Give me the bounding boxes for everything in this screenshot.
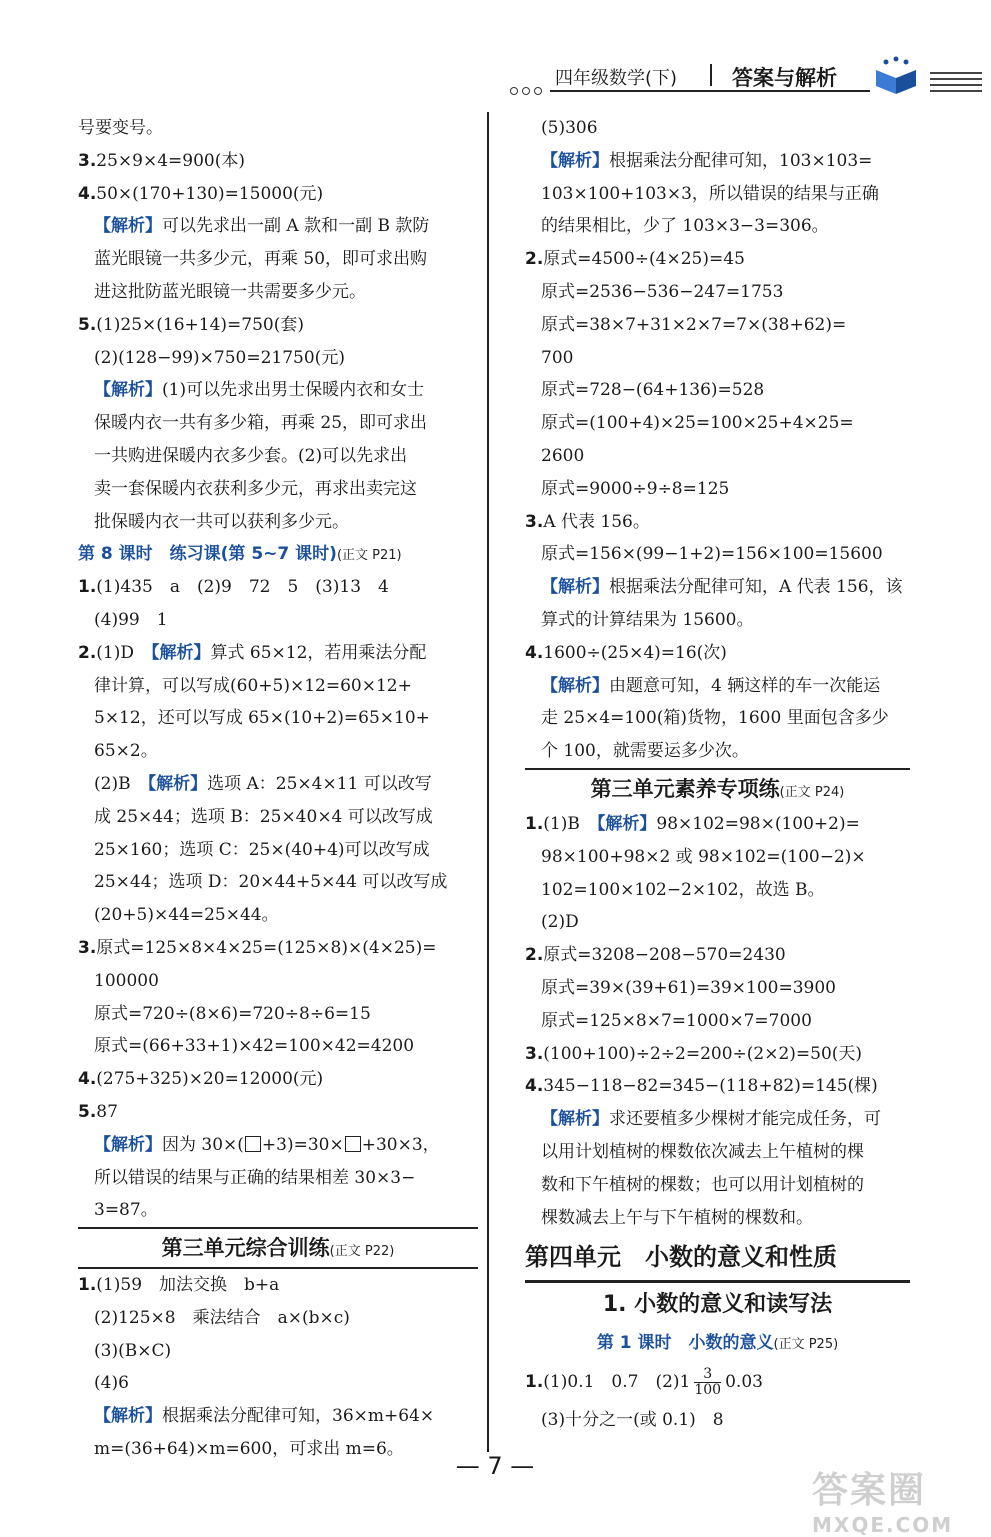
text-line: 原式=2536−536−247=1753 (541, 281, 784, 302)
text-line: 25×160；选项 C：25×(40+4)可以改写成 (94, 839, 430, 860)
blank-box-icon (245, 1136, 261, 1152)
analysis: 【解析】根据乘法分配律可知，103×103= (541, 150, 873, 171)
text-line: 98×100+98×2 或 98×102=(100−2)× (541, 846, 866, 867)
header-title: 答案与解析 (732, 66, 837, 90)
blank-box-icon (345, 1136, 361, 1152)
text-line: 原式=39×(39+61)=39×100=3900 (541, 977, 836, 998)
answer-4: 4.(275+325)×20=12000(元) (78, 1069, 324, 1090)
text-line: (2)D (541, 912, 579, 933)
answer-1: 1.(1)0.1 0.7 (2)1 $\frac{3}{100}$ 0.03 (525, 1366, 763, 1399)
text-line: (2)125×8 乘法结合 a×(b×c) (94, 1307, 350, 1328)
answer-5: 5.(1)25×(16+14)=750(套) (78, 314, 304, 335)
text-line: 个 100，就需要运多少次。 (541, 741, 749, 762)
analysis: 【解析】根据乘法分配律可知，A 代表 156，该 (541, 577, 903, 598)
page-number: — 7 — (455, 1452, 535, 1480)
text-line: 2600 (541, 445, 585, 466)
text-line: (4)6 (94, 1373, 129, 1394)
header-underline (550, 90, 870, 92)
text-line: (4)99 1 (94, 609, 168, 630)
text-line: 103×100+103×3，所以错误的结果与正确 (541, 183, 879, 204)
analysis: 【解析】(1)可以先求出男士保暖内衣和女士 (94, 380, 425, 401)
text-line: 原式=728−(64+136)=528 (541, 380, 765, 401)
text-line: 原式=156×(99−1+2)=156×100=15600 (541, 544, 883, 565)
right-column (525, 112, 910, 1437)
answer-2-2: (2)B 【解析】选项 A：25×4×11 可以改写 (94, 773, 432, 794)
text-line: 5×12，还可以写成 65×(10+2)=65×10+ (94, 708, 430, 729)
unit-heading: 第四单元 小数的意义和性质 (525, 1234, 910, 1283)
text-line: 原式=(66+33+1)×42=100×42=4200 (94, 1036, 415, 1057)
answer-4: 4.1600÷(25×4)=16(次) (525, 642, 727, 663)
header-grade: 四年级数学(下) (555, 68, 678, 89)
text-line: 卖一套保暖内衣获利多少元，再求出卖完这 (94, 478, 417, 499)
text-line: 进这批防蓝光眼镜一共需要多少元。 (94, 281, 366, 302)
text-line: 的结果相比，少了 103×3−3=306。 (541, 216, 829, 237)
answer-2: 2.原式=4500÷(4×25)=45 (525, 249, 745, 270)
text-line: 所以错误的结果与正确的结果相差 30×3− (94, 1167, 416, 1188)
text-line: 律计算，可以写成(60+5)×12=60×12+ (94, 675, 412, 696)
answer-1: 1.(1)B 【解析】98×102=98×(100+2)= (525, 813, 860, 834)
answer-5: 5.87 (78, 1101, 118, 1122)
text-line: (3)(B×C) (94, 1340, 172, 1361)
answer-4: 4.50×(170+130)=15000(元) (78, 183, 324, 204)
fraction: $\frac{3}{100}$ (694, 1366, 722, 1399)
text-line: (2)(128−99)×750=21750(元) (94, 347, 345, 368)
answer-3: 3.(100+100)÷2÷2=200÷(2×2)=50(天) (525, 1043, 863, 1064)
watermark-url: MXQE.COM (812, 1513, 954, 1537)
subsection-heading: 1. 小数的意义和读写法 (602, 1292, 833, 1318)
answer-2: 2.原式=3208−208−570=2430 (525, 945, 786, 966)
text-line: 原式=(100+4)×25=100×25+4×25= (541, 413, 854, 434)
text-line: 数和下午植树的棵数；也可以用计划植树的 (541, 1174, 864, 1195)
text-line: 65×2。 (94, 741, 158, 762)
text-line: 700 (541, 347, 574, 368)
book-logo-icon (868, 56, 928, 96)
text-line: 号要变号。 (78, 118, 163, 138)
lesson-heading: 第 1 课时 小数的意义(正文 P25) (596, 1333, 839, 1354)
left-column (78, 112, 478, 1466)
text-line: 保暖内衣一共有多少箱，再乘 25，即可求出 (94, 413, 428, 434)
text-line: (5)306 (541, 118, 598, 138)
watermark (812, 1462, 982, 1537)
section-heading: 第三单元综合训练(正文 P22) (78, 1227, 478, 1269)
answer-1: 1.(1)59 加法交换 b+a (78, 1275, 280, 1296)
section-heading: 第三单元素养专项练(正文 P24) (525, 768, 910, 808)
analysis: 【解析】因为 30×( +3)=30× +30×3， (94, 1134, 440, 1155)
text-line: m=(36+64)×m=600，可求出 m=6。 (94, 1439, 404, 1460)
header-separator (710, 64, 712, 86)
text-line: 成 25×44；选项 B：25×40×4 可以改写成 (94, 806, 433, 827)
text-line: 一共购进保暖内衣多少套。(2)可以先求出 (94, 445, 408, 466)
answer-4: 4.345−118−82=345−(118+82)=145(棵) (525, 1076, 878, 1097)
text-line: 原式=9000÷9÷8=125 (541, 478, 730, 499)
answer-1: 1.(1)435 a (2)9 72 5 (3)13 4 (78, 577, 389, 598)
text-line: 批保暖内衣一共可以获利多少元。 (94, 511, 349, 532)
watermark-logo-text: 答案圈 (812, 1470, 927, 1511)
answer-2: 2.(1)D 【解析】算式 65×12，若用乘法分配 (78, 642, 427, 663)
page-header (510, 62, 980, 102)
text-line: 原式=125×8×7=1000×7=7000 (541, 1010, 812, 1031)
text-line: 以用计划植树的棵数依次减去上午植树的棵 (541, 1141, 864, 1162)
text-line: 102=100×102−2×102，故选 B。 (541, 879, 825, 900)
answer-3: 3.原式=125×8×4×25=(125×8)×(4×25)= (78, 937, 437, 958)
analysis: 【解析】可以先求出一副 A 款和一副 B 款防 (94, 216, 430, 237)
text-line: 算式的计算结果为 15600。 (541, 609, 754, 630)
text-line: 蓝光眼镜一共多少元，再乘 50，即可求出购 (94, 249, 428, 270)
text-line: (20+5)×44=25×44。 (94, 905, 279, 926)
analysis: 【解析】求还要植多少棵树才能完成任务，可 (541, 1109, 881, 1130)
answer-3: 3.25×9×4=900(本) (78, 150, 246, 171)
text-line: (3)十分之一(或 0.1) 8 (541, 1410, 724, 1431)
text-line: 3=87。 (94, 1200, 158, 1221)
text-line: 25×44；选项 D：20×44+5×44 可以改写成 (94, 872, 448, 893)
text-line: 棵数减去上午与下午植树的棵数和。 (541, 1207, 813, 1228)
text-line: 100000 (94, 970, 159, 991)
column-divider (487, 112, 489, 1452)
lesson-heading: 第 8 课时 练习课(第 5~7 课时)(正文 P21) (78, 544, 402, 565)
decor-dots (510, 80, 550, 90)
analysis: 【解析】由题意可知，4 辆这样的车一次能运 (541, 675, 881, 696)
text-line: 走 25×4=100(箱)货物，1600 里面包含多少 (541, 708, 889, 729)
text-line: 原式=38×7+31×2×7=7×(38+62)= (541, 314, 847, 335)
analysis: 【解析】根据乘法分配律可知，36×m+64× (94, 1406, 435, 1427)
header-lines (930, 72, 982, 96)
answer-3: 3.A 代表 156。 (525, 511, 650, 532)
text-line: 原式=720÷(8×6)=720÷8÷6=15 (94, 1003, 371, 1024)
